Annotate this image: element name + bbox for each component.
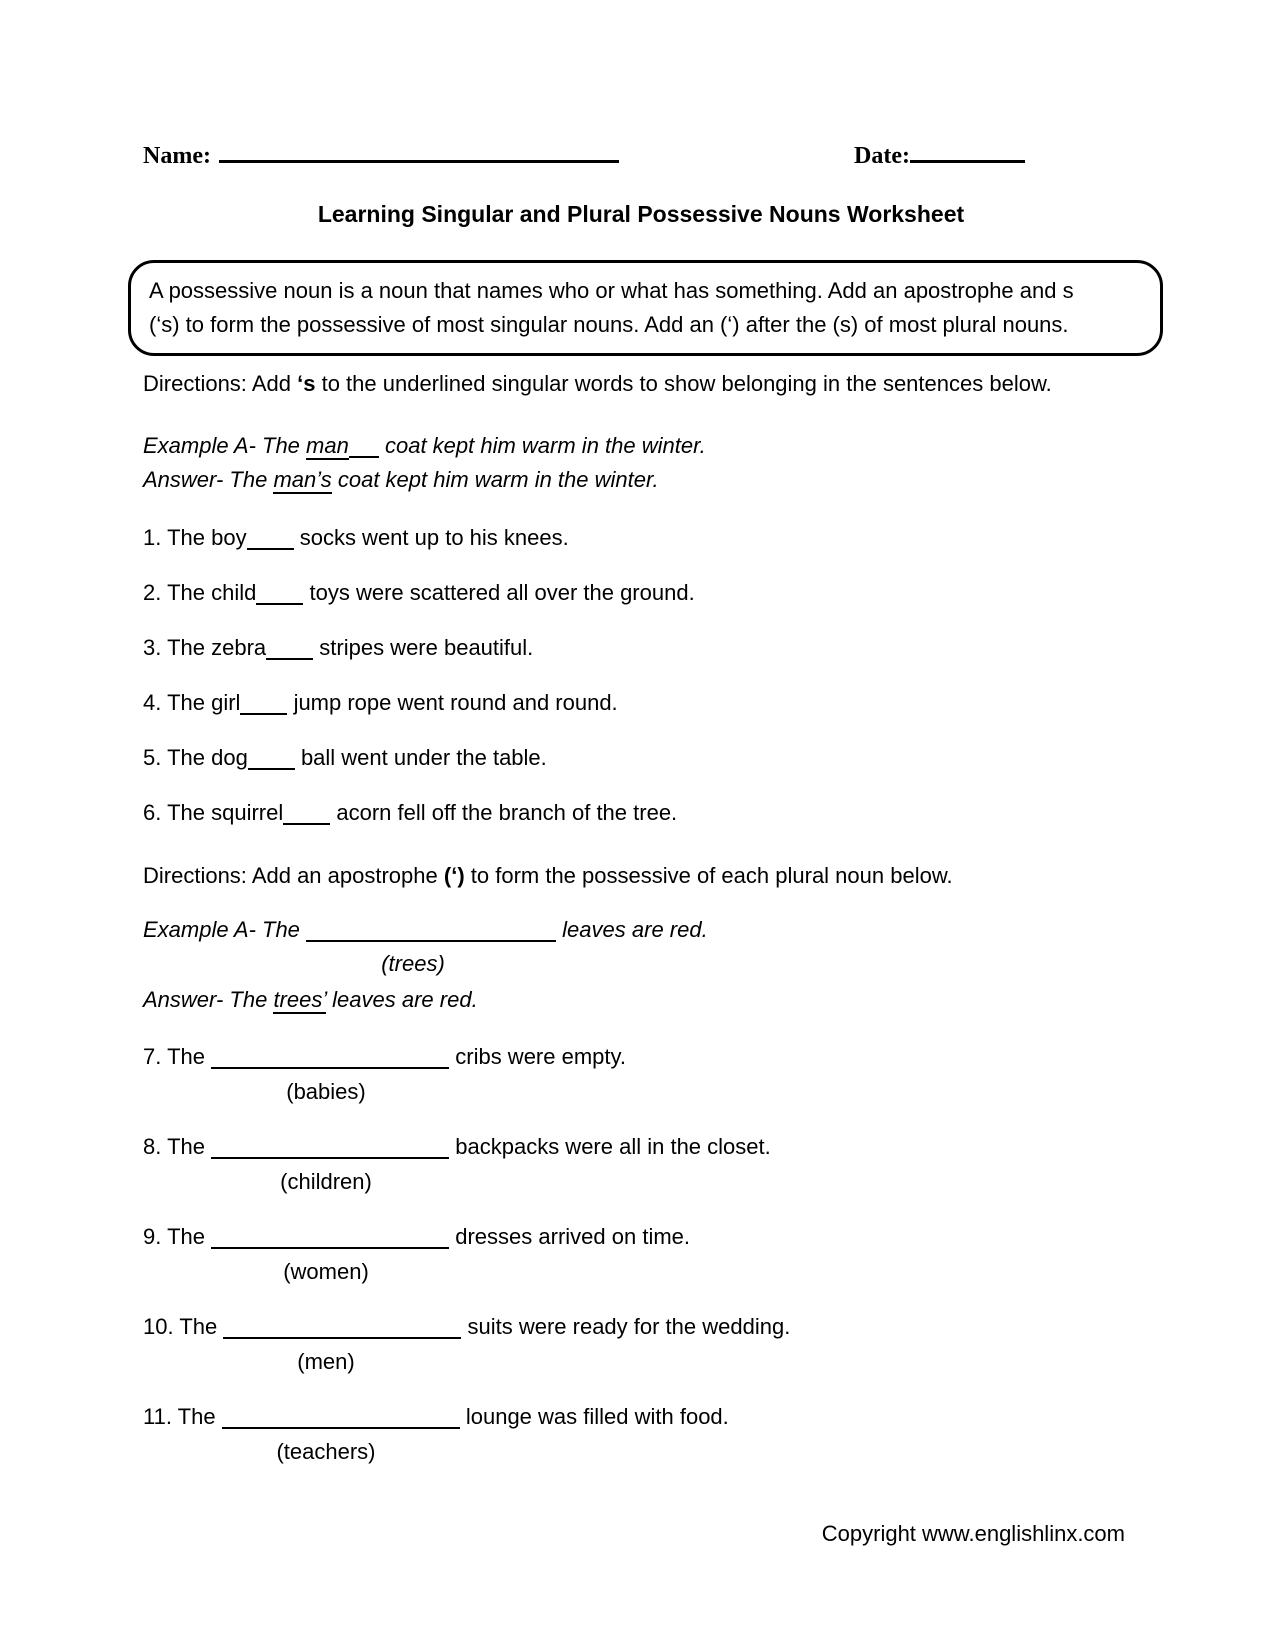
- answer-underlined-word: trees’: [273, 987, 327, 1012]
- question-text: ball went under the table.: [300, 745, 547, 770]
- question-text: The: [177, 1404, 216, 1429]
- question-number: 2.: [143, 580, 162, 605]
- question-text: The child: [167, 580, 257, 605]
- question-text: jump rope went round and round.: [293, 690, 618, 715]
- answer-text: coat kept him warm in the winter.: [337, 467, 659, 492]
- name-blank-line: [219, 140, 619, 163]
- question-text: backpacks were all in the closet.: [455, 1134, 771, 1159]
- date-label: Date:: [854, 143, 910, 169]
- question-number: 3.: [143, 635, 162, 660]
- question-4: [143, 689, 1175, 717]
- example-underlined-word: man: [306, 433, 349, 458]
- example-text: Example A- The: [143, 917, 300, 942]
- question-text: suits were ready for the wedding.: [467, 1314, 791, 1339]
- question-text: The squirrel: [167, 800, 284, 825]
- question-11: [143, 1403, 1175, 1431]
- answer-text: leaves are red.: [332, 987, 478, 1012]
- question-text: The girl: [167, 690, 241, 715]
- directions-text: to form the possessive of each plural noun below.: [470, 863, 953, 888]
- question-text: The zebra: [167, 635, 267, 660]
- example-plural-prompt: [143, 916, 1175, 944]
- question-number: 6.: [143, 800, 162, 825]
- question-number: 11.: [143, 1404, 172, 1429]
- question-2: [143, 579, 1175, 607]
- hint-word: (children): [280, 1169, 372, 1194]
- answer-blank: [211, 1227, 449, 1249]
- question-text: The boy: [167, 525, 247, 550]
- example-text: Example A- The: [143, 433, 300, 458]
- question-text: dresses arrived on time.: [455, 1224, 691, 1249]
- question-1: [143, 524, 1175, 552]
- answer-blank: [248, 748, 295, 770]
- page-title: Learning Singular and Plural Possessive Nouns Worksheet: [317, 201, 965, 227]
- hint-word: (men): [297, 1349, 355, 1374]
- question-10: [143, 1313, 1175, 1341]
- question-3: [143, 634, 1175, 662]
- question-9: [143, 1223, 1175, 1251]
- directions-text: Directions: Add an apostrophe: [143, 863, 438, 888]
- directions-singular: [143, 370, 1175, 398]
- example-hint-word: (trees): [381, 951, 445, 976]
- directions-bold: (‘): [443, 863, 465, 888]
- question-text: toys were scattered all over the ground.: [309, 580, 695, 605]
- question-text: The: [167, 1044, 205, 1069]
- answer-blank: [211, 1137, 449, 1159]
- question-number: 1.: [143, 525, 162, 550]
- question-text: acorn fell off the branch of the tree.: [336, 800, 678, 825]
- answer-text: Answer- The: [143, 467, 268, 492]
- directions-text: to the underlined singular words to show belonging in the sentences below.: [321, 371, 1052, 396]
- example-singular-answer: [143, 466, 1175, 494]
- question-5: [143, 744, 1175, 772]
- date-group: [854, 140, 1025, 170]
- definition-line-2: (‘s) to form the possessive of most singular nouns. Add an (‘) after the (s) of most plural nouns.: [149, 312, 1069, 337]
- question-8: [143, 1133, 1175, 1161]
- answer-blank: [222, 1407, 460, 1429]
- example-plural-answer: [143, 986, 1175, 1014]
- answer-blank: [247, 528, 294, 550]
- question-number: 5.: [143, 745, 162, 770]
- header-row: [143, 140, 1175, 170]
- copyright-text: Copyright www.englishlinx.com: [821, 1521, 1125, 1546]
- hint-word: (teachers): [276, 1439, 376, 1464]
- answer-blank: [240, 693, 287, 715]
- question-text: lounge was filled with food.: [465, 1404, 729, 1429]
- question-text: The: [179, 1314, 218, 1339]
- definition-box: [128, 260, 1163, 356]
- question-7: [143, 1043, 1175, 1071]
- question-number: 9.: [143, 1224, 162, 1249]
- hint-word: (babies): [286, 1079, 366, 1104]
- answer-blank: [256, 583, 303, 605]
- question-number: 4.: [143, 690, 162, 715]
- example-blank: [349, 436, 379, 458]
- answer-blank: [211, 1047, 449, 1069]
- date-blank-line: [910, 140, 1025, 163]
- question-text: The: [167, 1224, 205, 1249]
- question-text: cribs were empty.: [455, 1044, 626, 1069]
- directions-text: Directions: Add: [143, 371, 291, 396]
- answer-blank: [266, 638, 313, 660]
- definition-line-1: A possessive noun is a noun that names who or what has something. Add an apostrophe and s: [149, 278, 1074, 303]
- question-number: 7.: [143, 1044, 162, 1069]
- name-label: Name:: [143, 143, 211, 169]
- example-text: coat kept him warm in the winter.: [384, 433, 706, 458]
- answer-blank: [223, 1317, 461, 1339]
- question-6: [143, 799, 1175, 827]
- directions-bold: ‘s: [297, 371, 316, 396]
- directions-plural: [143, 862, 1175, 890]
- question-text: The dog: [167, 745, 248, 770]
- example-blank: [306, 920, 556, 942]
- answer-blank: [283, 803, 330, 825]
- hint-word: (women): [283, 1259, 369, 1284]
- answer-text: Answer- The: [143, 987, 268, 1012]
- question-text: The: [167, 1134, 205, 1159]
- example-singular-prompt: [143, 432, 1175, 460]
- question-number: 10.: [143, 1314, 174, 1339]
- question-number: 8.: [143, 1134, 162, 1159]
- answer-underlined-word: man’s: [273, 467, 332, 492]
- question-text: stripes were beautiful.: [319, 635, 534, 660]
- example-text: leaves are red.: [562, 917, 708, 942]
- question-text: socks went up to his knees.: [299, 525, 569, 550]
